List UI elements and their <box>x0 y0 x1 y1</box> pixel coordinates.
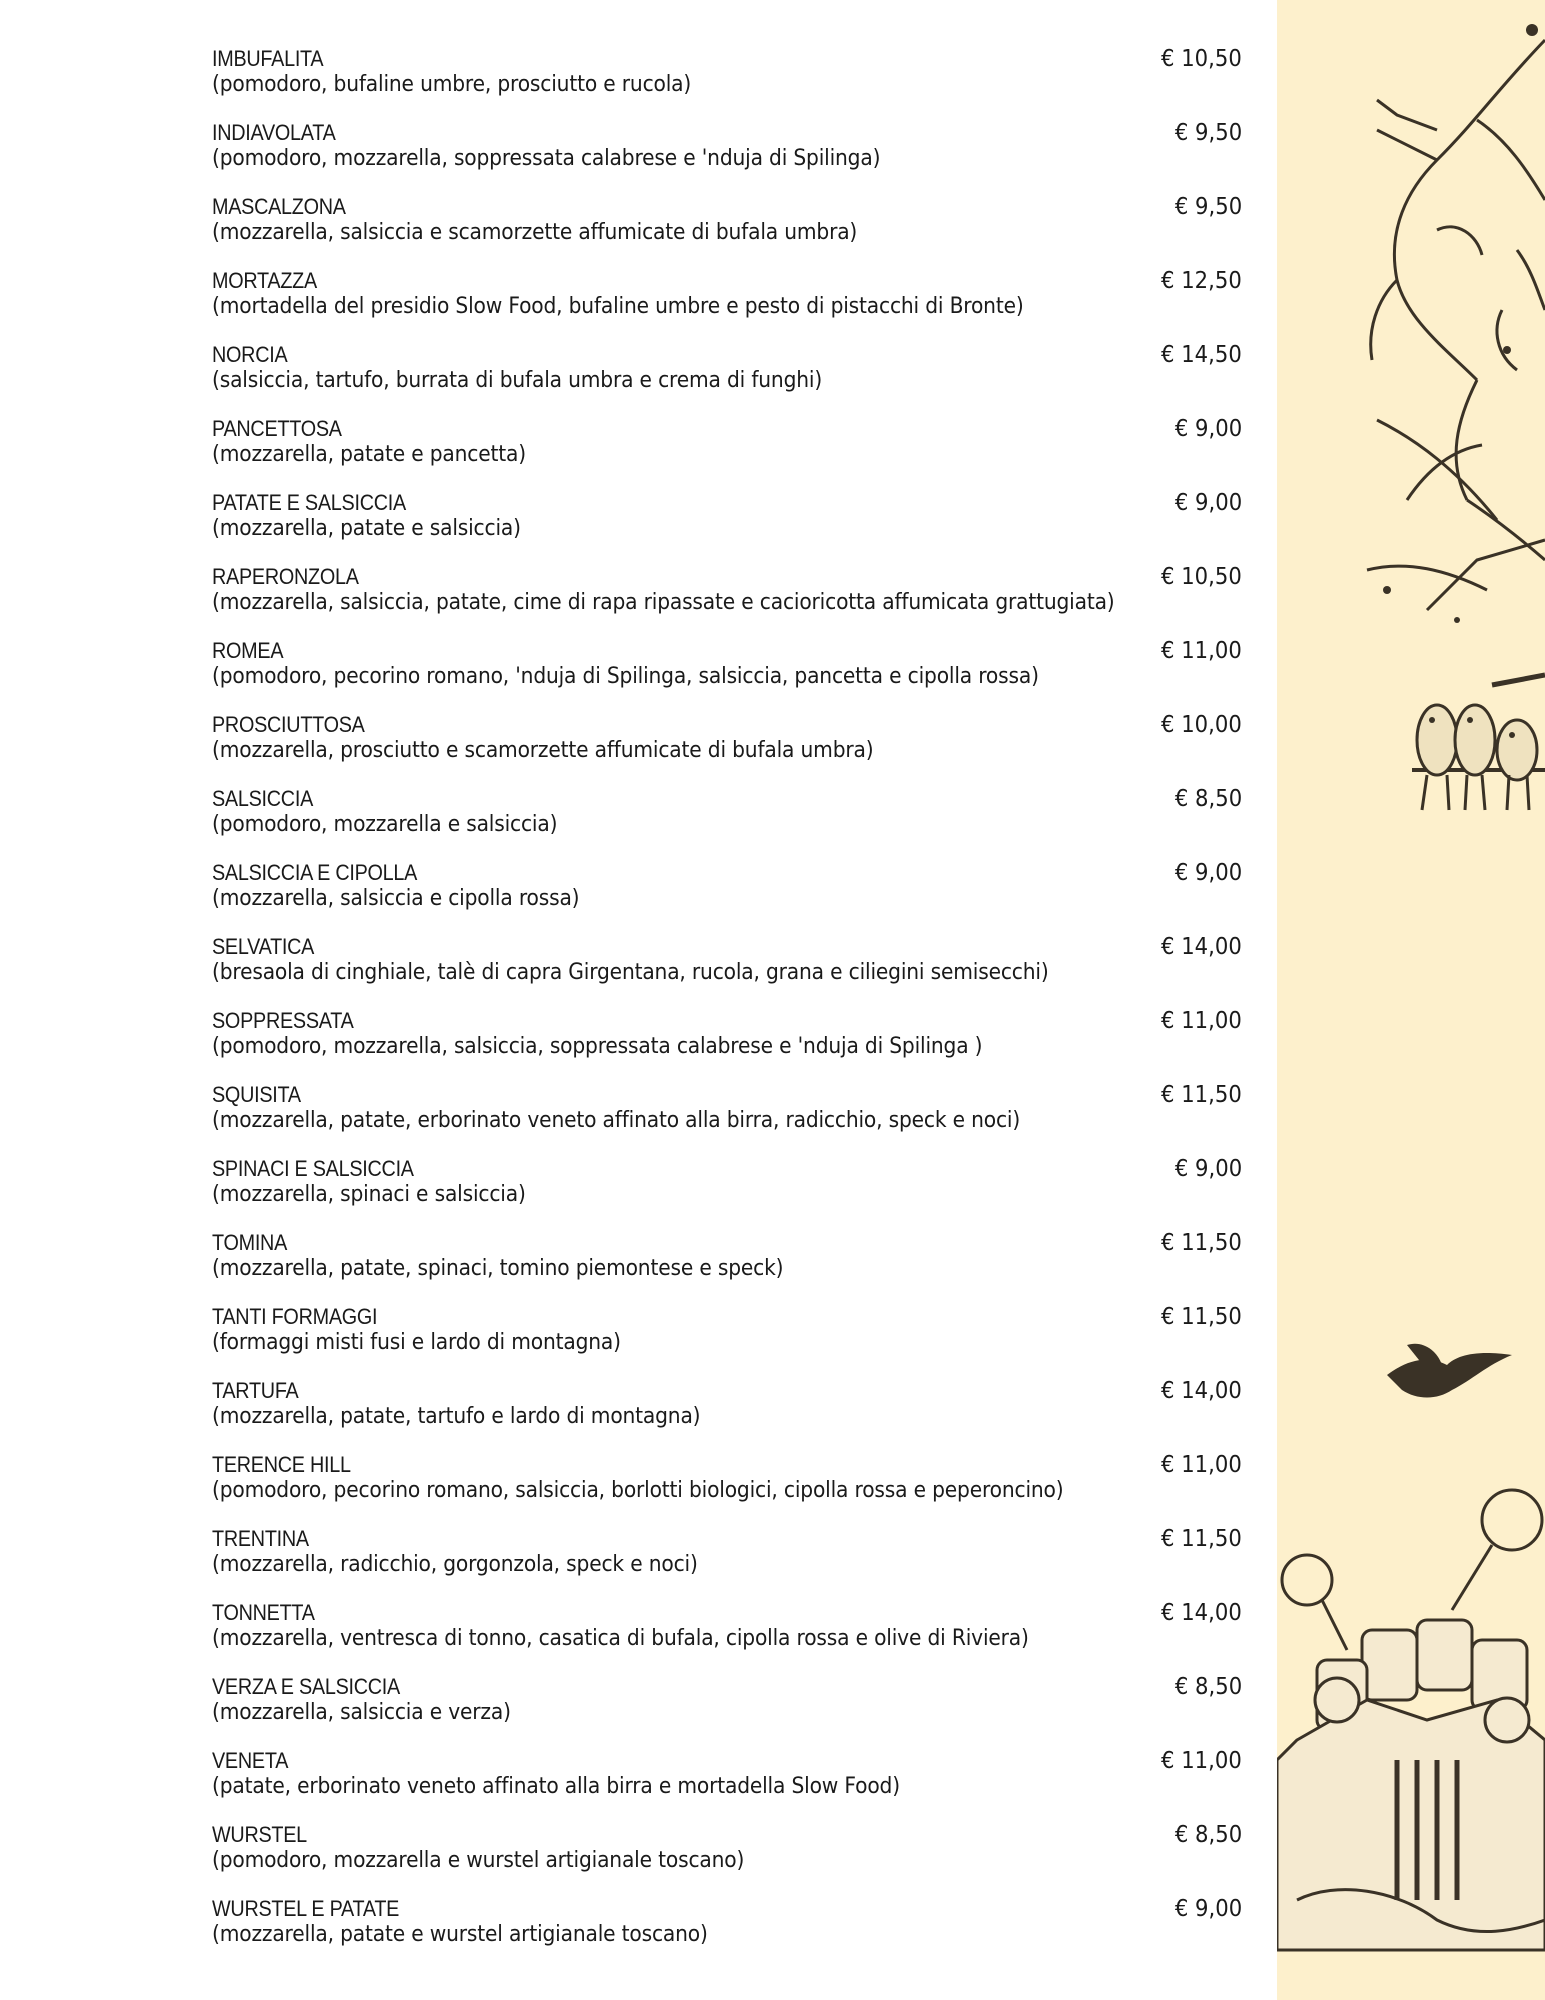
menu-item <box>212 1452 1242 1526</box>
menu-item-name: TRENTINA <box>212 1526 309 1551</box>
menu-item-price: € 9,00 <box>1174 416 1242 442</box>
menu-item <box>212 1156 1242 1230</box>
menu-item-name: ROMEA <box>212 638 284 663</box>
menu-item-name: TERENCE HILL <box>212 1452 351 1477</box>
birds-on-perch-illustration <box>1412 675 1545 810</box>
menu-item-name: VERZA E SALSICCIA <box>212 1674 400 1699</box>
menu-item <box>212 712 1242 786</box>
menu-item-price: € 10,00 <box>1161 712 1242 738</box>
menu-item-description: (patate, erborinato veneto affinato alla birra e mortadella Slow Food) <box>212 1774 900 1799</box>
menu-item-name: WURSTEL <box>212 1822 307 1847</box>
menu-item-description: (pomodoro, pecorino romano, salsiccia, borlotti biologici, cipolla rossa e peperoncino) <box>212 1478 1064 1503</box>
menu-item-description: (formaggi misti fusi e lardo di montagna) <box>212 1330 621 1355</box>
menu-item-description: (pomodoro, mozzarella, salsiccia, soppressata calabrese e 'nduja di Spilinga ) <box>212 1034 983 1059</box>
menu-item-description: (mozzarella, salsiccia, patate, cime di rapa ripassate e cacioricotta affumicata grattugiata) <box>212 590 1115 615</box>
menu-item-description: (pomodoro, pecorino romano, 'nduja di Spilinga, salsiccia, pancetta e cipolla rossa) <box>212 664 1039 689</box>
menu-item-price: € 8,50 <box>1174 1822 1242 1848</box>
menu-item <box>212 1600 1242 1674</box>
menu-item <box>212 1304 1242 1378</box>
menu-item-price: € 11,50 <box>1161 1526 1242 1552</box>
menu-item <box>212 564 1242 638</box>
menu-item-name: TANTI FORMAGGI <box>212 1304 378 1329</box>
branch-illustration <box>1367 40 1545 610</box>
menu-item-price: € 11,00 <box>1161 1452 1242 1478</box>
menu-item <box>212 1674 1242 1748</box>
menu-item-price: € 9,50 <box>1174 120 1242 146</box>
menu-item-name: MASCALZONA <box>212 194 346 219</box>
menu-item-price: € 11,00 <box>1161 1008 1242 1034</box>
menu-item-price: € 14,00 <box>1161 934 1242 960</box>
menu-item-description: (mozzarella, patate, spinaci, tomino piemontese e speck) <box>212 1256 784 1281</box>
menu-item-price: € 9,50 <box>1174 194 1242 220</box>
menu-item-name: SALSICCIA <box>212 786 314 811</box>
menu-item-description: (pomodoro, mozzarella e wurstel artigianale toscano) <box>212 1848 745 1873</box>
menu-item-name: PROSCIUTTOSA <box>212 712 365 737</box>
crowd-with-nets-illustration <box>1277 1490 1545 1950</box>
menu-item-price: € 9,00 <box>1174 1156 1242 1182</box>
menu-item-name: SALSICCIA E CIPOLLA <box>212 860 418 885</box>
menu-item-name: IMBUFALITA <box>212 46 324 71</box>
side-illustrations <box>1277 0 1545 2000</box>
menu-item-price: € 9,00 <box>1174 860 1242 886</box>
menu-item-name: VENETA <box>212 1748 289 1773</box>
menu-item <box>212 120 1242 194</box>
menu-item-price: € 10,50 <box>1161 564 1242 590</box>
menu-item <box>212 934 1242 1008</box>
menu-item-description: (mozzarella, salsiccia e scamorzette affumicate di bufala umbra) <box>212 220 858 245</box>
menu-item <box>212 860 1242 934</box>
menu-item-name: SOPPRESSATA <box>212 1008 354 1033</box>
menu-item <box>212 416 1242 490</box>
menu-item <box>212 1082 1242 1156</box>
menu-item <box>212 1822 1242 1896</box>
menu-item-name: MORTAZZA <box>212 268 317 293</box>
flying-bird-illustration <box>1387 1344 1512 1398</box>
menu-item-price: € 12,50 <box>1161 268 1242 294</box>
menu-item-description: (mozzarella, patate e wurstel artigianale toscano) <box>212 1922 708 1947</box>
menu-item-description: (mozzarella, spinaci e salsiccia) <box>212 1182 526 1207</box>
menu-item <box>212 786 1242 860</box>
menu-item-price: € 11,00 <box>1161 638 1242 664</box>
menu-item-price: € 14,50 <box>1161 342 1242 368</box>
menu-item-price: € 11,00 <box>1161 1748 1242 1774</box>
menu-item-description: (mozzarella, patate, erborinato veneto affinato alla birra, radicchio, speck e noci) <box>212 1108 1021 1133</box>
menu-item-name: TONNETTA <box>212 1600 315 1625</box>
menu-item-description: (pomodoro, mozzarella e salsiccia) <box>212 812 558 837</box>
menu-item <box>212 1896 1242 1970</box>
menu-item-description: (mozzarella, ventresca di tonno, casatica di bufala, cipolla rossa e olive di Riviera) <box>212 1626 1029 1651</box>
pizza-menu-list <box>212 46 1242 1970</box>
menu-item <box>212 46 1242 120</box>
menu-item-name: NORCIA <box>212 342 288 367</box>
menu-item-description: (salsiccia, tartufo, burrata di bufala umbra e crema di funghi) <box>212 368 823 393</box>
menu-item-price: € 14,00 <box>1161 1600 1242 1626</box>
menu-item-name: TOMINA <box>212 1230 288 1255</box>
menu-item-price: € 11,50 <box>1161 1082 1242 1108</box>
menu-item-price: € 11,50 <box>1161 1304 1242 1330</box>
menu-item-name: SPINACI E SALSICCIA <box>212 1156 414 1181</box>
menu-item-name: PATATE E SALSICCIA <box>212 490 406 515</box>
menu-item <box>212 342 1242 416</box>
menu-item <box>212 268 1242 342</box>
menu-item-description: (mozzarella, salsiccia e cipolla rossa) <box>212 886 580 911</box>
menu-item-description: (pomodoro, bufaline umbre, prosciutto e rucola) <box>212 72 692 97</box>
menu-item-description: (pomodoro, mozzarella, soppressata calabrese e 'nduja di Spilinga) <box>212 146 881 171</box>
menu-item <box>212 1230 1242 1304</box>
menu-item-price: € 8,50 <box>1174 1674 1242 1700</box>
menu-item <box>212 194 1242 268</box>
menu-item-description: (bresaola di cinghiale, talè di capra Girgentana, rucola, grana e ciliegini semisecchi) <box>212 960 1049 985</box>
menu-item-name: TARTUFA <box>212 1378 299 1403</box>
menu-item-description: (mozzarella, prosciutto e scamorzette affumicate di bufala umbra) <box>212 738 874 763</box>
menu-item <box>212 1378 1242 1452</box>
menu-item-description: (mozzarella, salsiccia e verza) <box>212 1700 511 1725</box>
menu-item <box>212 1008 1242 1082</box>
menu-item-name: INDIAVOLATA <box>212 120 336 145</box>
menu-item-name: WURSTEL E PATATE <box>212 1896 400 1921</box>
decorative-side-panel <box>1277 0 1545 2000</box>
menu-item-name: RAPERONZOLA <box>212 564 359 589</box>
menu-item <box>212 638 1242 712</box>
menu-item <box>212 1526 1242 1600</box>
menu-item-description: (mozzarella, patate e salsiccia) <box>212 516 521 541</box>
menu-item-description: (mozzarella, patate e pancetta) <box>212 442 526 467</box>
menu-item-name: PANCETTOSA <box>212 416 342 441</box>
menu-item-price: € 9,00 <box>1174 1896 1242 1922</box>
menu-item-price: € 10,50 <box>1161 46 1242 72</box>
menu-item <box>212 490 1242 564</box>
menu-item-price: € 14,00 <box>1161 1378 1242 1404</box>
menu-item-description: (mortadella del presidio Slow Food, bufaline umbre e pesto di pistacchi di Bronte) <box>212 294 1024 319</box>
menu-item-name: SELVATICA <box>212 934 315 959</box>
menu-item-price: € 11,50 <box>1161 1230 1242 1256</box>
menu-item-price: € 8,50 <box>1174 786 1242 812</box>
menu-item-price: € 9,00 <box>1174 490 1242 516</box>
menu-item-name: SQUISITA <box>212 1082 301 1107</box>
menu-item-description: (mozzarella, radicchio, gorgonzola, speck e noci) <box>212 1552 698 1577</box>
menu-item-description: (mozzarella, patate, tartufo e lardo di montagna) <box>212 1404 701 1429</box>
menu-item <box>212 1748 1242 1822</box>
